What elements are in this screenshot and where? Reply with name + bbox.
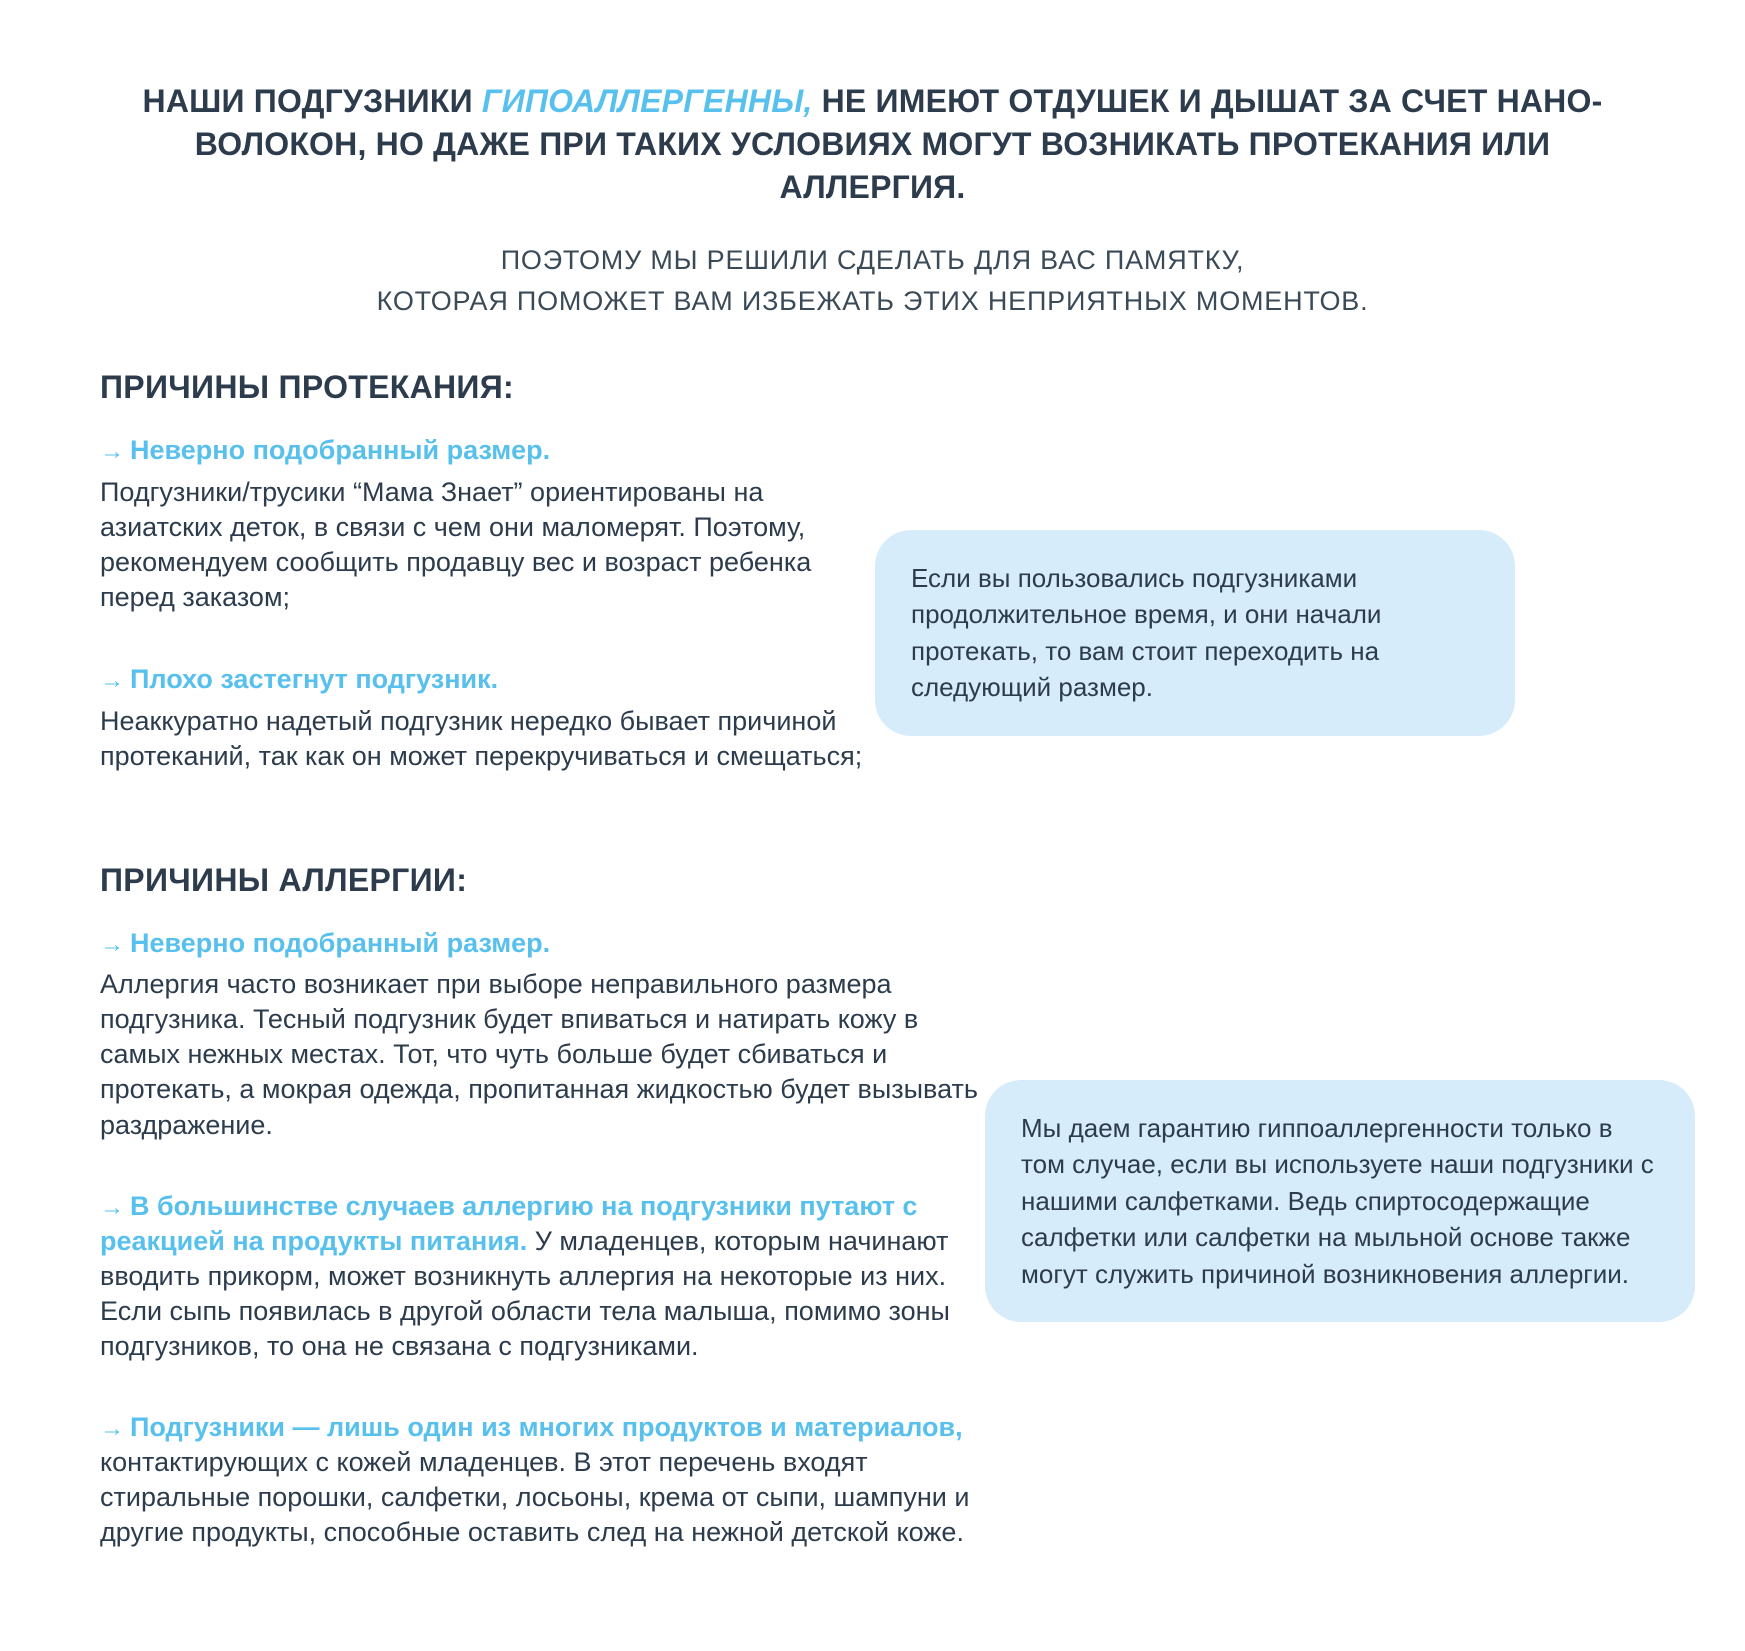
item-lead-line [100,661,875,697]
item-body-inline: У младенцев, которым начинают вводить прикорм, может возникнуть аллергия на некоторые из них. Если сыпь появилась в другой области тела малыша, помимо зоны подгузников, то она не связана с подгузниками. [100,1225,950,1361]
page-subtitle [0,240,1745,324]
callout-text: Если вы пользовались подгузниками продолжительное время, и они начали протекать, то вам стоит переходить на следующий размер. [911,563,1382,703]
list-item [100,661,875,774]
list-item [100,1410,980,1550]
callout-box-wipes-guarantee [985,1080,1695,1322]
subtitle-line-1: ПОЭТОМУ МЫ РЕШИЛИ СДЕЛАТЬ ДЛЯ ВАС ПАМЯТКУ, [500,244,1245,275]
arrow-icon: → [100,438,124,466]
item-body: Аллергия часто возникает при выборе неправильного размера подгузника. Тесный подгузник будет впиваться и натирать кожу в самых нежных местах. Тот, что чуть больше будет сбиваться и протекать, а мокрая одежда, пропитанная жидкостью будет вызывать раздражение. [100,969,978,1140]
item-lead: Подгузники — лишь один из многих продуктов и материалов, [130,1412,963,1443]
callout-box-sizing [875,530,1515,736]
item-lead: Неверно подобранный размер. [130,435,551,466]
item-lead-line [100,925,980,961]
item-lead: Неверно подобранный размер. [130,927,551,958]
page-title-part1: НАШИ ПОДГУЗНИКИ [142,83,482,119]
section-heading-allergy: ПРИЧИНЫ АЛЛЕРГИИ: [100,861,468,898]
item-body-inline: контактирующих с кожей младенцев. В этот перечень входят стиральные порошки, салфетки, лосьоны, крема от сыпи, шампуни и другие продукты, способные оставить след на нежной детской коже. [100,1447,970,1548]
page-title [123,80,1623,210]
item-lead: Плохо застегнут подгузник. [130,664,499,695]
section-heading-leaks: ПРИЧИНЫ ПРОТЕКАНИЯ: [100,369,514,406]
arrow-icon: → [100,667,124,695]
page-title-highlight: ГИПОАЛЛЕРГЕННЫ, [481,83,813,119]
list-item [100,432,875,615]
item-paragraph [100,1410,980,1550]
list-item [100,1189,980,1364]
arrow-icon: → [100,1415,124,1443]
callout-text: Мы даем гарантию гиппоаллергенности только в том случае, если вы используете наши подгузники с нашими салфетками. Ведь спиртосодержащие салфетки или салфетки на мыльной основе также могут служить причиной возникновения аллергии. [1021,1113,1654,1289]
arrow-icon: → [100,1193,124,1221]
item-lead: В большинстве случаев аллергию на подгузники путают с реакцией на продукты питания. [100,1190,918,1256]
subtitle-line-2: КОТОРАЯ ПОМОЖЕТ ВАМ ИЗБЕЖАТЬ ЭТИХ НЕПРИЯТНЫХ МОМЕНТОВ. [376,286,1369,317]
list-item [100,925,980,1143]
allergy-causes-list [100,925,980,1551]
item-paragraph [100,1189,980,1364]
arrow-icon: → [100,930,124,958]
item-body: Неаккуратно надетый подгузник нередко бывает причиной протеканий, так как он может перекручиваться и смещаться; [100,705,863,771]
item-lead-line [100,432,875,468]
page-title-part2: НЕ ИМЕЮТ ОТДУШЕК И ДЫШАТ ЗА СЧЕТ НАНО-ВОЛОКОН, НО ДАЖЕ ПРИ ТАКИХ УСЛОВИЯХ МОГУТ ВОЗНИКАТЬ ПРОТЕКАНИЯ ИЛИ АЛЛЕРГИЯ. [194,83,1603,206]
leak-causes-list [100,432,875,773]
item-body: Подгузники/трусики “Мама Знает” ориентированы на азиатских деток, в связи с чем они маломерят. Поэтому, рекомендуем сообщить продавцу вес и возраст ребенка перед заказом; [100,476,812,612]
